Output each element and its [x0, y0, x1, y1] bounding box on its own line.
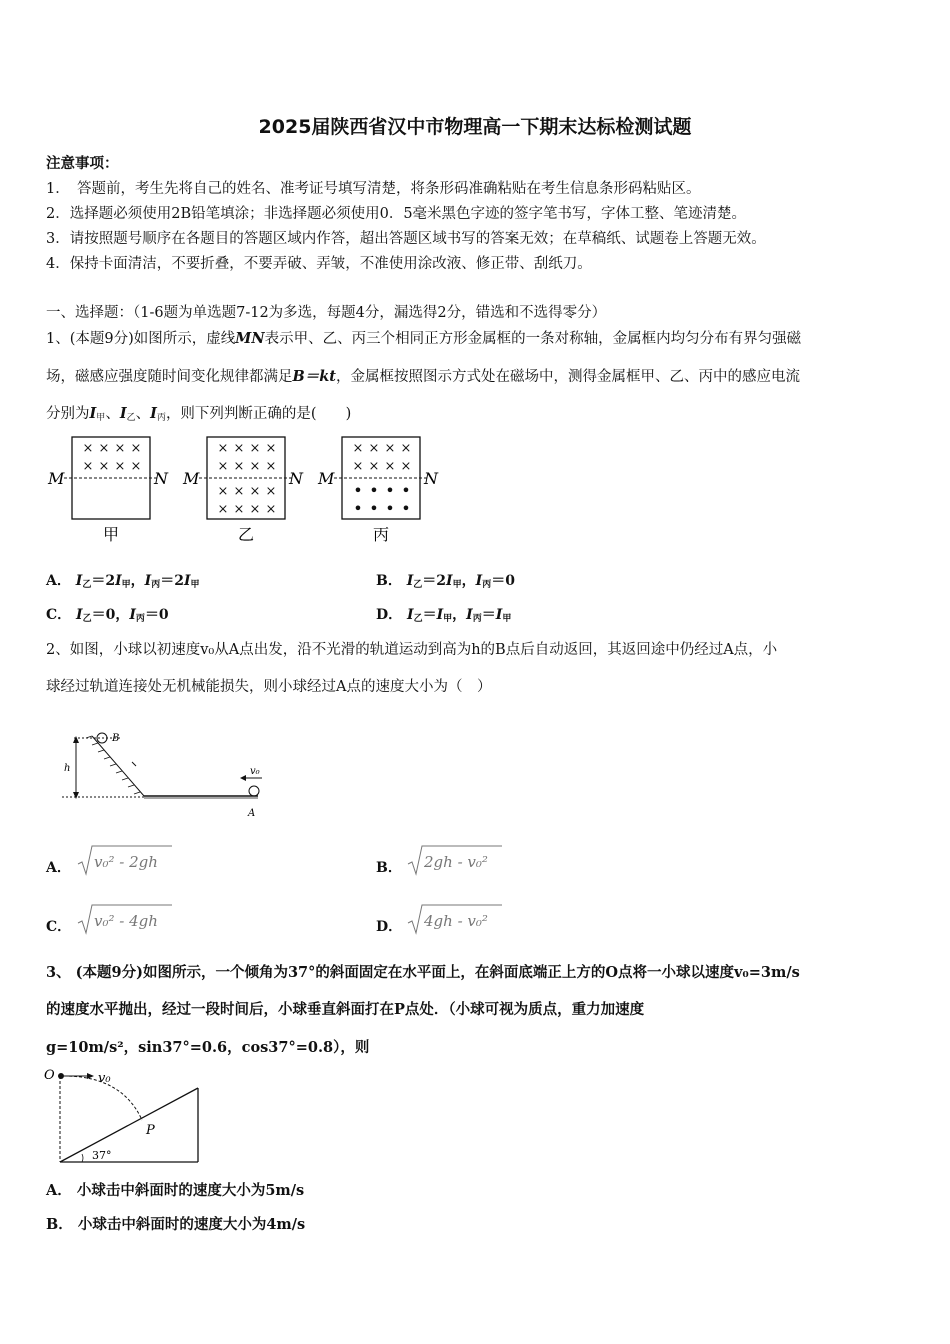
label-angle: 37° [92, 1149, 112, 1162]
svg-text:×: × [352, 459, 364, 474]
q3-line1: 3、 (本题9分)如图所示，一个倾角为37°的斜面固定在水平面上，在斜面底端正上方的O点将一小球以速度v₀=3m/s [46, 964, 800, 981]
q1-option-b: B． $I_乙=2I_甲$，$I_丙=0$ [376, 573, 515, 590]
q3-option-a: A． 小球击中斜面时的速度大小为5m/s [46, 1182, 305, 1199]
q2-option-a-expr [76, 842, 176, 876]
q1-line1: 1、(本题9分)如图所示，虚线MN表示甲、乙、丙三个相同正方形金属框的一条对称轴，金属框内均匀分布有界匀强磁 [46, 330, 802, 347]
label-n: N [424, 469, 438, 488]
svg-text:×: × [114, 459, 126, 474]
label-jia: 甲 [102, 525, 120, 544]
svg-text:×: × [130, 441, 142, 456]
svg-text:•: • [369, 481, 379, 500]
svg-text:×: × [400, 459, 412, 474]
notice-item: 4．保持卡面清洁，不要折叠，不要弄破、弄皱，不准使用涂改液、修正带、刮纸刀。 [46, 256, 592, 272]
svg-text:×: × [82, 459, 94, 474]
svg-text:×: × [114, 441, 126, 456]
q1-line3: 分别为$I_甲$、$I_乙$、$I_丙$，则下列判断正确的是( ) [46, 405, 352, 423]
svg-text:×: × [265, 502, 277, 517]
q2-option-d-expr [406, 901, 506, 935]
label-p: P [146, 1123, 155, 1138]
svg-text:×: × [233, 484, 245, 499]
q2-option-b-key: B． [376, 860, 402, 876]
svg-text:×: × [265, 459, 277, 474]
svg-text:×: × [265, 441, 277, 456]
svg-text:×: × [98, 459, 110, 474]
svg-text:4gh - v₀²: 4gh - v₀² [424, 912, 488, 930]
svg-text:•: • [353, 481, 363, 500]
svg-text:•: • [353, 499, 363, 518]
svg-text:×: × [233, 502, 245, 517]
svg-text:×: × [217, 459, 229, 474]
label-yi: 乙 [237, 525, 255, 544]
q1-option-d: D． $I_乙=I_甲$，$I_丙=I_甲$ [376, 607, 512, 624]
svg-text:×: × [265, 484, 277, 499]
page-title: 2025届陕西省汉中市物理高一下期末达标检测试题 [258, 116, 692, 138]
q2-option-a-key: A． [46, 860, 71, 876]
q2-option-c-expr [76, 901, 176, 935]
svg-text:×: × [217, 502, 229, 517]
q2-option-c-key: C． [46, 919, 72, 935]
svg-text:×: × [368, 459, 380, 474]
svg-text:•: • [401, 499, 411, 518]
svg-text:×: × [217, 484, 229, 499]
notice-heading: 注意事项： [46, 155, 119, 172]
q2-option-d-key: D． [376, 919, 403, 935]
svg-text:×: × [130, 459, 142, 474]
svg-text:×: × [249, 441, 261, 456]
q2-option-b-expr [406, 842, 506, 876]
notice-item: 1． 答题前，考生先将自己的姓名、准考证号填写清楚，将条形码准确粘贴在考生信息条形码粘贴区。 [46, 181, 701, 197]
svg-text:•: • [369, 499, 379, 518]
label-b: B [112, 733, 120, 744]
svg-text:v₀² - 2gh: v₀² - 2gh [94, 853, 158, 871]
svg-text:×: × [384, 441, 396, 456]
label-m: M [318, 469, 335, 488]
q2-figure [62, 724, 272, 820]
label-n: N [289, 469, 303, 488]
label-m: M [48, 469, 65, 488]
q1-figure [44, 432, 454, 547]
q3-option-b: B． 小球击中斜面时的速度大小为4m/s [46, 1216, 306, 1233]
q1-line2: 场，磁感应强度随时间变化规律都满足B＝kt，金属框按照图示方式处在磁场中，测得金属框甲、乙、丙中的感应电流 [46, 368, 800, 385]
svg-text:×: × [233, 459, 245, 474]
svg-text:×: × [368, 441, 380, 456]
label-o: O [44, 1068, 55, 1083]
label-a: A [248, 808, 256, 819]
svg-text:×: × [384, 459, 396, 474]
q1-option-c: C． $I_乙=0$，$I_丙=0$ [46, 607, 169, 624]
label-m: M [183, 469, 200, 488]
svg-text:×: × [217, 441, 229, 456]
q3-figure [42, 1062, 207, 1167]
svg-text:×: × [249, 502, 261, 517]
svg-text:×: × [233, 441, 245, 456]
label-h: h [64, 763, 71, 774]
notice-item: 3．请按照题号顺序在各题目的答题区域内作答，超出答题区域书写的答案无效；在草稿纸、试题卷上答题无效。 [46, 231, 766, 247]
q2-line1: 2、如图，小球以初速度v₀从A点出发，沿不光滑的轨道运动到高为h的B点后自动返回，其返回途中仍经过A点，小 [46, 642, 778, 658]
svg-text:2gh - v₀²: 2gh - v₀² [424, 853, 488, 871]
svg-text:•: • [401, 481, 411, 500]
label-v0: v₀ [98, 1071, 111, 1086]
q1-option-a: A． $I_乙=2I_甲$，$I_丙=2I_甲$ [46, 573, 200, 590]
q3-line3: g=10m/s²，sin37°=0.6，cos37°=0.8），则 [46, 1039, 370, 1056]
q3-line2: 的速度水平抛出，经过一段时间后，小球垂直斜面打在P点处．（小球可视为质点，重力加速度 [46, 1001, 645, 1018]
svg-text:×: × [249, 459, 261, 474]
svg-text:×: × [82, 441, 94, 456]
svg-text:•: • [385, 481, 395, 500]
svg-text:×: × [98, 441, 110, 456]
svg-text:×: × [352, 441, 364, 456]
svg-text:v₀² - 4gh: v₀² - 4gh [94, 912, 158, 930]
label-bing: 丙 [372, 525, 390, 544]
svg-text:×: × [400, 441, 412, 456]
svg-text:•: • [385, 499, 395, 518]
label-v0: v₀ [250, 766, 260, 777]
label-n: N [154, 469, 168, 488]
notice-item: 2．选择题必须使用2B铅笔填涂；非选择题必须使用0．5毫米黑色字迹的签字笔书写，字体工整、笔迹清楚。 [46, 206, 747, 222]
svg-text:×: × [249, 484, 261, 499]
section-heading: 一、选择题：（1-6题为单选题7-12为多选，每题4分，漏选得2分，错选和不选得零分） [46, 305, 607, 321]
q2-line2: 球经过轨道连接处无机械能损失，则小球经过A点的速度大小为（ ） [46, 679, 492, 695]
